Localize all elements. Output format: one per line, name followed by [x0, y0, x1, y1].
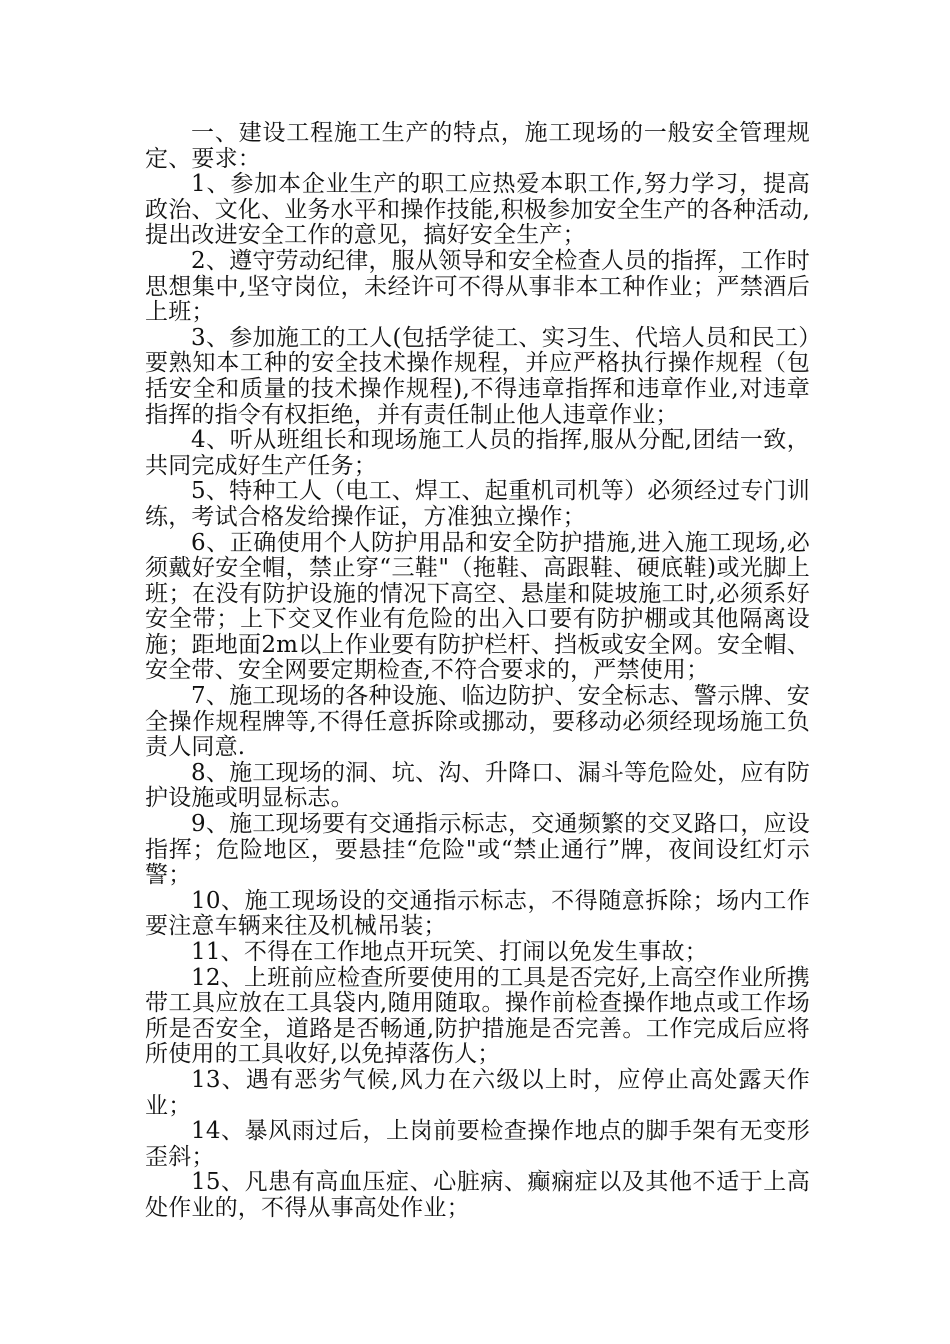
rule-paragraph-8: 8、施工现场的洞、坑、沟、升降口、漏斗等危险处，应有防护设施或明显标志。 [145, 759, 810, 812]
rule-paragraph-2: 2、遵守劳动纪律，服从领导和安全检查人员的指挥，工作时思想集中,坚守岗位，未经许可不得从事非本工种作业；严禁酒后上班； [145, 247, 810, 326]
document-body [145, 121, 810, 1222]
rule-paragraph-9: 9、施工现场要有交通指示标志，交通频繁的交叉路口，应设指挥；危险地区，要悬挂“危险"或“禁止通行”牌，夜间设红灯示警； [145, 811, 810, 889]
rule-paragraph-10: 10、施工现场设的交通指示标志，不得随意拆除；场内工作要注意车辆来往及机械吊装； [145, 887, 810, 940]
rule-paragraph-15: 15、凡患有高血压症、心脏病、癫痫症以及其他不适于上高处作业的，不得从事高处作业； [145, 1169, 810, 1221]
section-heading: 一、建设工程施工生产的特点，施工现场的一般安全管理规定、要求： [145, 120, 810, 172]
rule-paragraph-14: 14、暴风雨过后，上岗前要检查操作地点的脚手架有无变形歪斜； [145, 1118, 810, 1170]
rule-paragraph-4: 4、听从班组长和现场施工人员的指挥,服从分配,团结一致，共同完成好生产任务； [145, 427, 810, 479]
rule-paragraph-5: 5、特种工人（电工、焊工、起重机司机等）必须经过专门训练，考试合格发给操作证，方准独立操作； [145, 478, 810, 530]
rule-paragraph-12: 12、上班前应检查所要使用的工具是否完好,上高空作业所携带工具应放在工具袋内,随用随取。操作前检查操作地点或工作场所是否安全，道路是否畅通,防护措施是否完善。工作完成后应将所使用的工具收好,以免掉落伤人； [145, 964, 810, 1068]
rule-paragraph-1: 1、参加本企业生产的职工应热爱本职工作,努力学习，提高政治、文化、业务水平和操作技能,积极参加安全生产的各种活动,提出改进安全工作的意见，搞好安全生产； [145, 171, 810, 249]
rule-paragraph-6: 6、正确使用个人防护用品和安全防护措施,进入施工现场,必须戴好安全帽，禁止穿“三鞋"（拖鞋、高跟鞋、硬底鞋)或光脚上班；在没有防护设施的情况下高空、悬崖和陡坡施工时,必须系好安全带；上下交叉作业有危险的出入口要有防护棚或其他隔离设施；距地面2m以上作业要有防护栏杆、挡板或安全网。安全帽、安全带、安全网要定期检查,不符合要求的，严禁使用； [145, 529, 810, 684]
rule-paragraph-13: 13、遇有恶劣气候,风力在六级以上时，应停止高处露天作业； [145, 1066, 810, 1119]
rule-paragraph-11: 11、不得在工作地点开玩笑、打闹以免发生事故； [191, 939, 708, 965]
rule-paragraph-3: 3、参加施工的工人(包括学徒工、实习生、代培人员和民工）要熟知本工种的安全技术操作规程，并应严格执行操作规程（包括安全和质量的技术操作规程),不得违章指挥和违章作业,对违章指挥的指令有权拒绝，并有责任制止他人违章作业； [145, 324, 810, 428]
rule-paragraph-7: 7、施工现场的各种设施、临边防护、安全标志、警示牌、安全操作规程牌等,不得任意拆除或挪动，要移动必须经现场施工负责人同意. [145, 683, 810, 761]
